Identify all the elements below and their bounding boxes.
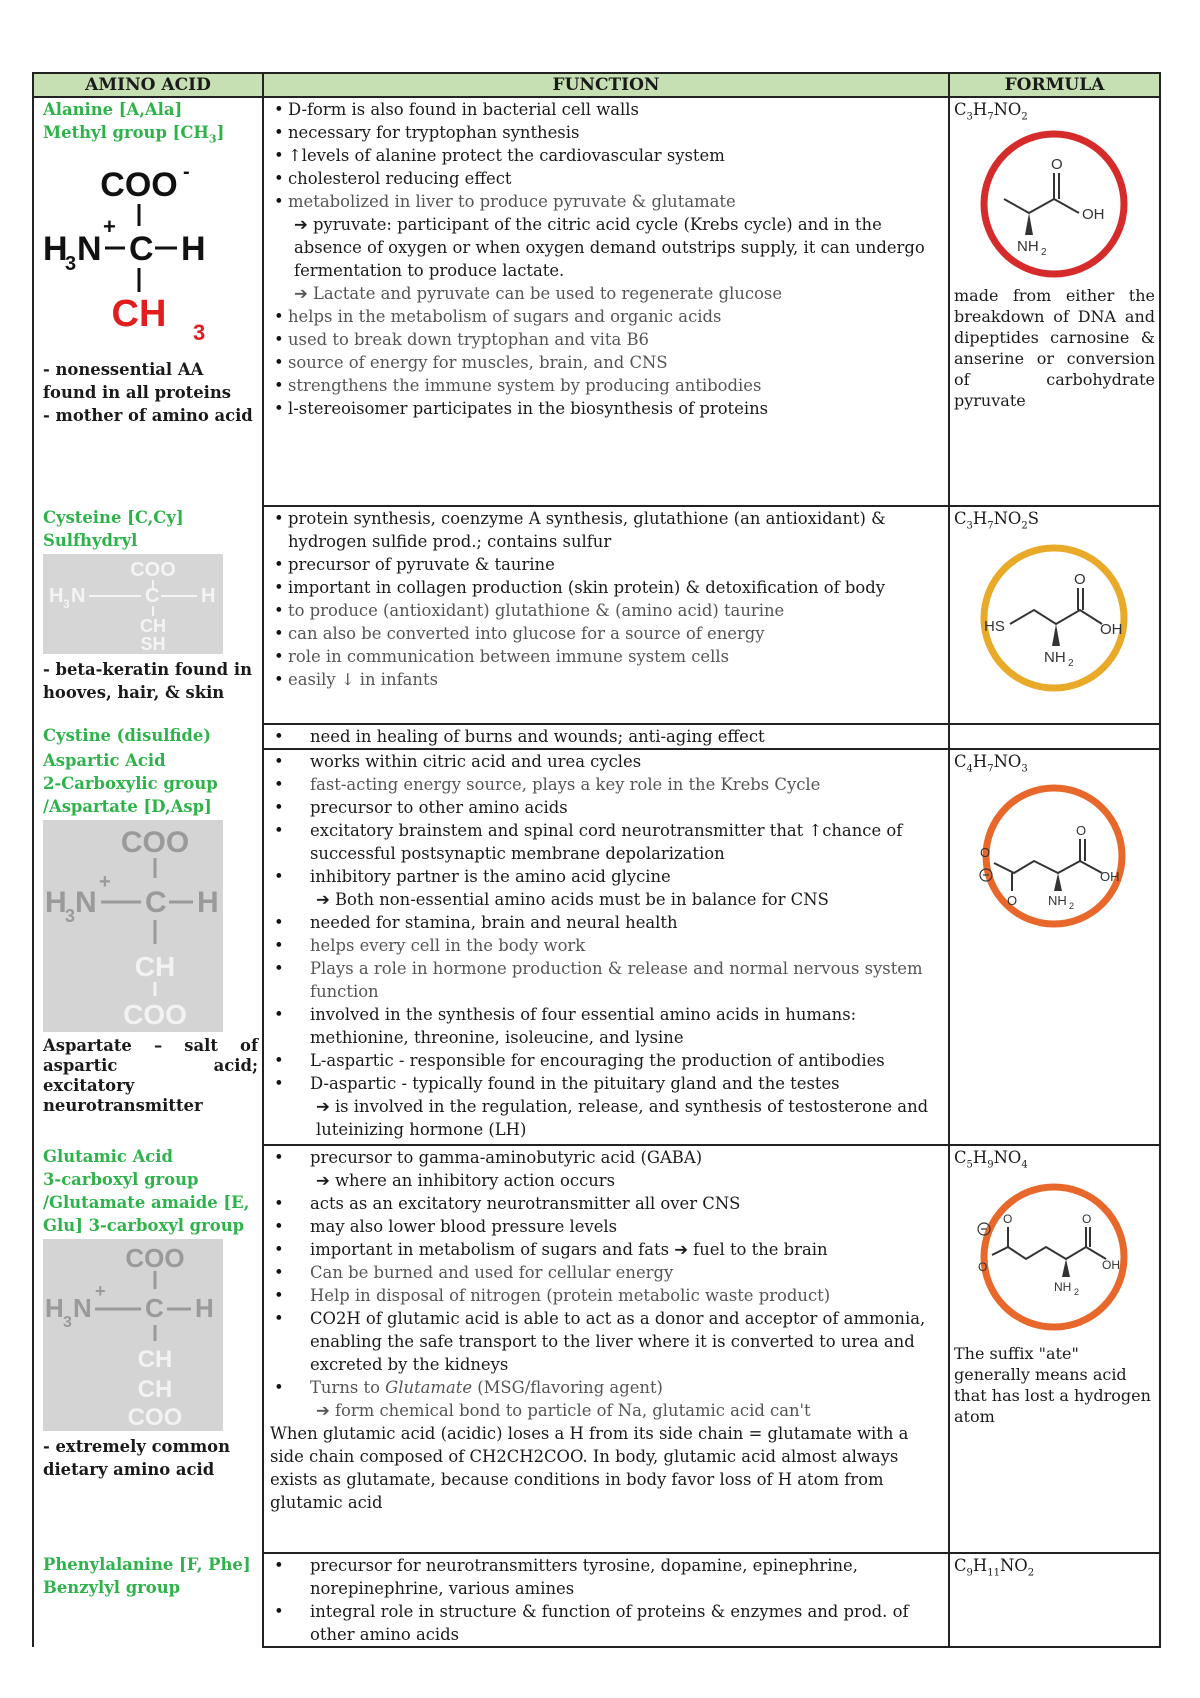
svg-text:C: C: [145, 1293, 164, 1323]
aspartic-note: Aspartate – salt of aspartic acid; excitatory neurotransmitter: [43, 1036, 258, 1115]
aspartic-group: 2-Carboxylic group /Aspartate [D,Asp]: [43, 774, 218, 816]
glutamic-note: - extremely common dietary amino acid: [43, 1437, 231, 1479]
header-function: FUNCTION: [263, 73, 949, 97]
svg-text:O: O: [1003, 1212, 1013, 1227]
svg-text:SH: SH: [140, 634, 166, 654]
glutamic-fn-8: • Turns to Glutamate (MSG/flavoring agent) ➔ form chemical bond to particle of Na, glutamic acid can't: [274, 1376, 944, 1422]
cystine-formula-cell: [949, 724, 1160, 749]
aspartic-fn-3: • precursor to other amino acids: [274, 796, 944, 819]
row-cystine: [33, 724, 1160, 749]
svg-text:2: 2: [1068, 658, 1074, 670]
header-amino-acid: AMINO ACID: [33, 73, 263, 97]
cysteine-formula-cell: [949, 506, 1160, 724]
svg-text:O: O: [1051, 156, 1063, 174]
svg-text:C: C: [145, 585, 160, 607]
cysteine-name: Cysteine [C,Cy]: [43, 508, 184, 527]
glutamic-structure-icon: [43, 1239, 223, 1431]
cysteine-fn-2: • precursor of pyruvate & taurine: [274, 553, 944, 576]
aspartic-sub-daspartic: ➔ is involved in the regulation, release, and synthesis of testosterone and luteinizing hormone (LH): [316, 1097, 929, 1139]
cystine-functions: [263, 724, 949, 749]
aspartic-formula-cell: [949, 749, 1160, 1145]
aspartic-ring-structure-icon: [954, 781, 1154, 931]
alanine-fn-5: • metabolized in liver to produce pyruvate & glutamate ➔ pyruvate: participant of the citric acid cycle (Krebs cycle) and in the absence of oxygen or when oxygen demand outstrips supply, it can undergo fermentation to produce lactate. ➔ Lactate and pyruvate can be used to regenerate glucose: [274, 190, 944, 305]
svg-text:COO: COO: [130, 559, 176, 581]
svg-text:N: N: [73, 1293, 92, 1323]
glutamic-formula: $C_5H_9NO_4$: [954, 1148, 1028, 1171]
cysteine-structure-icon: [43, 554, 223, 654]
svg-text:N: N: [71, 585, 86, 607]
aspartic-fn-8: • Plays a role in hormone production & release and normal nervous system function: [274, 957, 944, 1003]
row-alanine: [33, 97, 1160, 506]
glutamic-group: 3-carboxyl group /Glutamate amaide [E, Glu] 3-carboxyl group: [43, 1170, 250, 1235]
glutamic-fn-3: • may also lower blood pressure levels: [274, 1215, 944, 1238]
aspartic-cell: [33, 749, 263, 1145]
svg-text:CH: CH: [134, 951, 176, 982]
glutamic-fn-5: • Can be burned and used for cellular energy: [274, 1261, 944, 1284]
phenylalanine-functions: [263, 1553, 949, 1647]
glutamic-formula-cell: [949, 1145, 1160, 1553]
alanine-fn-7: • used to break down tryptophan and vita B6: [274, 328, 944, 351]
row-glutamic: [33, 1145, 1160, 1553]
cysteine-group: Sulfhydryl: [43, 531, 138, 550]
alanine-note-1: - nonessential AA found in all proteins: [43, 360, 232, 403]
glutamic-formula-desc: The suffix "ate" generally means acid that has lost a hydrogen atom: [954, 1344, 1151, 1427]
svg-text:H: H: [45, 1293, 64, 1323]
svg-text:OH: OH: [1100, 869, 1120, 885]
svg-text:C: C: [129, 230, 154, 269]
alanine-fn-10: • l-stereoisomer participates in the biosynthesis of proteins: [274, 397, 944, 420]
alanine-formula-cell: [949, 97, 1160, 506]
svg-text:O: O: [1076, 823, 1087, 839]
svg-text:O: O: [1007, 893, 1018, 909]
amino-acid-table: [32, 72, 1161, 1648]
aspartic-name: Aspartic Acid: [43, 751, 166, 770]
svg-text:C: C: [145, 886, 167, 919]
svg-text:+: +: [103, 214, 116, 240]
svg-text:CH: CH: [137, 1376, 173, 1403]
svg-text:2: 2: [1041, 247, 1047, 259]
aspartic-fn-6: • needed for stamina, brain and neural health: [274, 911, 944, 934]
alanine-note-2: - mother of amino acid: [43, 406, 253, 426]
alanine-name: Alanine [A,Ala]: [43, 100, 183, 119]
alanine-sub-pyruvate: ➔ pyruvate: participant of the citric acid cycle (Krebs cycle) and in the absence of oxygen or when oxygen demand outstrips supply, it can undergo fermentation to produce lactate.: [294, 215, 925, 280]
svg-text:-: -: [183, 161, 190, 184]
alanine-cell: [33, 97, 263, 506]
alanine-formula: $C_3H_7NO_2$: [954, 100, 1028, 123]
glutamic-name: Glutamic Acid: [43, 1147, 173, 1166]
svg-text:NH: NH: [1048, 893, 1067, 909]
svg-text:CH: CH: [111, 293, 167, 336]
aspartic-fn-5: • inhibitory partner is the amino acid glycine ➔ Both non-essential amino acids must be in balance for CNS: [274, 865, 944, 911]
svg-text:OH: OH: [1082, 206, 1105, 224]
svg-text:+: +: [99, 871, 111, 893]
glutamic-fn-7: • CO2H of glutamic acid is able to act as a donor and acceptor of ammonia, enabling the safe transport to the liver where it is converted to urea and excreted by the kidneys: [274, 1307, 944, 1376]
phenylalanine-group: Benzylyl group: [43, 1578, 181, 1597]
aspartic-fn-7: • helps every cell in the body work: [274, 934, 944, 957]
cysteine-fn-4: • to produce (antioxidant) glutathione & (amino acid) taurine: [274, 599, 944, 622]
svg-text:O: O: [1074, 571, 1086, 589]
alanine-functions: [263, 97, 949, 506]
svg-text:H: H: [197, 886, 219, 919]
row-phenylalanine: [33, 1553, 1160, 1647]
phenylalanine-cell: [33, 1553, 263, 1647]
cysteine-note: - beta-keratin found in hooves, hair, & skin: [43, 660, 252, 702]
glutamic-functions: [263, 1145, 949, 1553]
alanine-structure-icon: [43, 154, 233, 354]
svg-text:3: 3: [65, 253, 77, 276]
svg-text:COO: COO: [123, 999, 187, 1030]
svg-text:COO: COO: [125, 1243, 185, 1273]
header-row: [33, 73, 1160, 97]
svg-text:CH: CH: [137, 1346, 173, 1373]
alanine-fn-6: • helps in the metabolism of sugars and organic acids: [274, 305, 944, 328]
alanine-fn-8: • source of energy for muscles, brain, and CNS: [274, 351, 944, 374]
cysteine-fn-1: • protein synthesis, coenzyme A synthesis, glutathione (an antioxidant) & hydrogen sulfide prod.; contains sulfur: [274, 507, 944, 553]
svg-text:H: H: [181, 230, 206, 269]
svg-text:3: 3: [193, 320, 206, 346]
row-aspartic: [33, 749, 1160, 1145]
svg-text:HS: HS: [984, 618, 1005, 636]
svg-text:2: 2: [1074, 1287, 1080, 1298]
svg-text:H: H: [45, 886, 67, 919]
glutamic-sub-gaba: ➔ where an inhibitory action occurs: [316, 1171, 616, 1190]
cysteine-fn-6: • role in communication between immune system cells: [274, 645, 944, 668]
svg-text:COO: COO: [100, 166, 178, 205]
svg-text:NH: NH: [1017, 238, 1039, 256]
aspartic-fn-4: • excitatory brainstem and spinal cord neurotransmitter that ↑chance of successful postsynaptic membrane depolarization: [274, 819, 944, 865]
svg-text:COO: COO: [120, 826, 190, 859]
aspartic-fn-11: • D-aspartic - typically found in the pituitary gland and the testes ➔ is involved in the regulation, release, and synthesis of testosterone and luteinizing hormone (LH): [274, 1072, 944, 1141]
cysteine-cell: [33, 506, 263, 724]
phenylalanine-formula-cell: [949, 1553, 1160, 1647]
svg-text:2: 2: [1069, 901, 1075, 912]
svg-text:O: O: [980, 845, 991, 861]
svg-text:O: O: [978, 1260, 988, 1275]
svg-text:OH: OH: [1100, 621, 1123, 639]
svg-text:N: N: [75, 886, 97, 919]
phenylalanine-fn-1: • precursor for neurotransmitters tyrosine, dopamine, epinephrine, norepinephrine, various amines: [274, 1554, 944, 1600]
svg-text:OH: OH: [1102, 1258, 1120, 1273]
aspartic-fn-2: • fast-acting energy source, plays a key role in the Krebs Cycle: [274, 773, 944, 796]
cystine-cell: [33, 724, 263, 749]
svg-text:3: 3: [63, 1314, 72, 1331]
alanine-fn-9: • strengthens the immune system by producing antibodies: [274, 374, 944, 397]
alanine-fn-4: • cholesterol reducing effect: [274, 167, 944, 190]
alanine-formula-desc: made from either the breakdown of DNA and dipeptides carnosine & anserine or conversion of carbohydrate pyruvate: [954, 286, 1155, 411]
phenylalanine-name: Phenylalanine [F, Phe]: [43, 1555, 251, 1574]
alanine-sub-lactate: ➔ Lactate and pyruvate can be used to regenerate glucose: [294, 284, 783, 303]
svg-text:H: H: [43, 230, 68, 269]
aspartic-formula: $C_4H_7NO_3$: [954, 752, 1028, 775]
glutamic-sub-na: ➔ form chemical bond to particle of Na, glutamic acid can't: [316, 1401, 811, 1420]
cysteine-fn-5: • can also be converted into glucose for a source of energy: [274, 622, 944, 645]
svg-text:H: H: [201, 585, 216, 607]
svg-text:N: N: [77, 230, 102, 269]
svg-text:3: 3: [65, 906, 76, 926]
glutamic-cell: [33, 1145, 263, 1553]
glutamic-fn-1: • precursor to gamma-aminobutyric acid (GABA) ➔ where an inhibitory action occurs: [274, 1146, 944, 1192]
svg-text:NH: NH: [1044, 649, 1066, 667]
phenylalanine-fn-2: • integral role in structure & function of proteins & enzymes and prod. of other amino acids: [274, 1600, 944, 1646]
alanine-fn-2: • necessary for tryptophan synthesis: [274, 121, 944, 144]
cysteine-ring-structure-icon: [954, 538, 1154, 698]
cystine-fn-1: • need in healing of burns and wounds; anti-aging effect: [274, 725, 944, 748]
aspartic-sub-glycine: ➔ Both non-essential amino acids must be in balance for CNS: [316, 890, 829, 909]
alanine-ring-structure-icon: [954, 129, 1154, 279]
glutamic-ring-structure-icon: [954, 1177, 1154, 1337]
svg-text:+: +: [95, 1281, 106, 1301]
alanine-fn-3: • ↑levels of alanine protect the cardiovascular system: [274, 144, 944, 167]
svg-text:COO: COO: [127, 1404, 183, 1431]
glutamic-fn-6: • Help in disposal of nitrogen (protein metabolic waste product): [274, 1284, 944, 1307]
svg-text:NH: NH: [1054, 1280, 1072, 1295]
svg-text:H: H: [49, 585, 64, 607]
aspartic-functions: [263, 749, 949, 1145]
alanine-fn-1: • D-form is also found in bacterial cell walls: [274, 98, 944, 121]
header-formula: FORMULA: [949, 73, 1160, 97]
amino-acid-table-sheet: [32, 72, 1159, 1648]
svg-text:CH: CH: [140, 616, 166, 636]
phenylalanine-formula: $C_9H_{11}NO_2$: [954, 1556, 1035, 1579]
svg-text:3: 3: [63, 597, 70, 611]
row-cysteine: [33, 506, 1160, 724]
aspartic-fn-1: • works within citric acid and urea cycles: [274, 750, 944, 773]
aspartic-fn-10: • L-aspartic - responsible for encouraging the production of antibodies: [274, 1049, 944, 1072]
cysteine-fn-7: • easily ↓ in infants: [274, 668, 944, 691]
cystine-name: Cystine (disulfide): [43, 726, 212, 745]
glutamic-fn-2: • acts as an excitatory neurotransmitter all over CNS: [274, 1192, 944, 1215]
glutamic-fn-4: • important in metabolism of sugars and fats ➔ fuel to the brain: [274, 1238, 944, 1261]
svg-text:O: O: [1082, 1212, 1092, 1227]
cysteine-functions: [263, 506, 949, 724]
cysteine-formula: $C_3H_7NO_2S$: [954, 509, 1039, 532]
cysteine-fn-3: • important in collagen production (skin protein) & detoxification of body: [274, 576, 944, 599]
aspartic-structure-icon: [43, 820, 223, 1032]
aspartic-fn-9: • involved in the synthesis of four essential amino acids in humans: methionine, threonine, isoleucine, and lysine: [274, 1003, 944, 1049]
glutamic-paragraph: When glutamic acid (acidic) loses a H from its side chain = glutamate with a side chain composed of CH2CH2COO. In body, glutamic acid almost always exists as glutamate, because conditions in body favor loss of H atom from glutamic acid: [270, 1424, 909, 1512]
alanine-group: Methyl group $[CH_3]$: [43, 123, 225, 146]
svg-text:H: H: [195, 1293, 214, 1323]
